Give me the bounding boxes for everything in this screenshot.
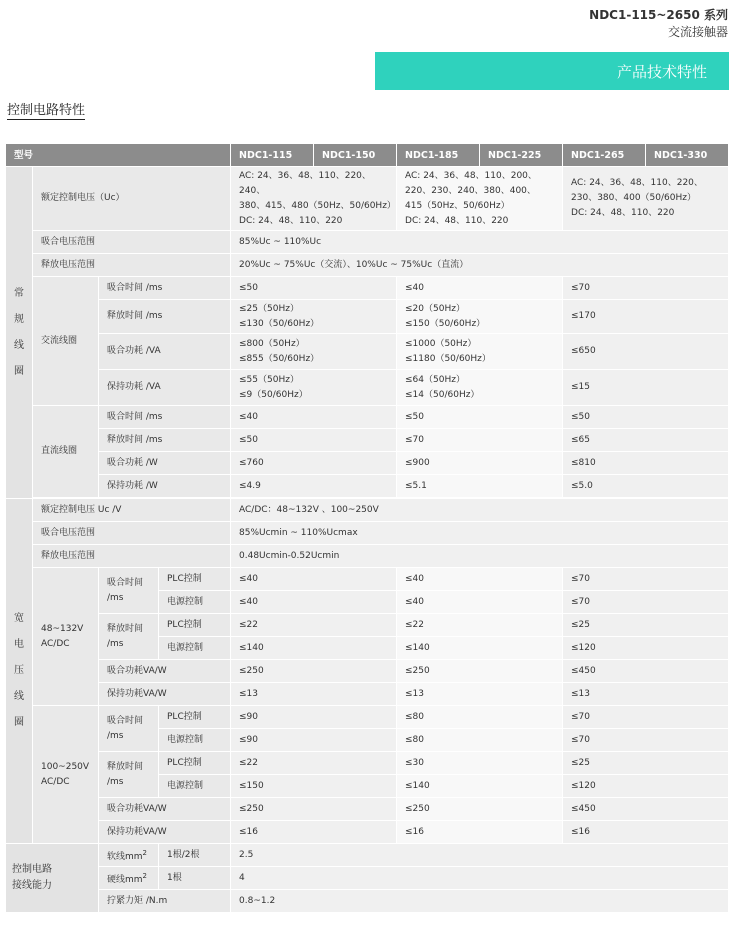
row-sublabel: PLC控制 xyxy=(159,614,231,637)
table-cell: ≤25 xyxy=(563,752,729,775)
row-sublabel: 1根 xyxy=(159,867,231,890)
row-label: 释放电压范围 xyxy=(33,545,231,568)
table-cell: ≤80 xyxy=(397,729,563,752)
table-row xyxy=(6,300,729,334)
row-label: 吸合功耗VA/W xyxy=(99,660,231,683)
model-label: 型号 xyxy=(6,144,231,167)
row-sublabel: 电源控制 xyxy=(159,591,231,614)
table-cell: ≤50 xyxy=(231,277,397,300)
wiring-capacity-label: 控制电路 接线能力 xyxy=(6,844,99,913)
table-cell: ≤250 xyxy=(231,798,397,821)
table-row xyxy=(6,231,729,254)
table-cell: AC: 24、36、48、110、220、240、 380、415、480（50Hz、50/60Hz） DC: 24、48、110、220 xyxy=(231,167,397,231)
table-cell: ≤40 xyxy=(231,568,397,591)
table-cell: ≤450 xyxy=(563,798,729,821)
table-row xyxy=(6,254,729,277)
table-row xyxy=(6,752,729,775)
table-cell: ≤64（50Hz） ≤14（50/60Hz） xyxy=(397,370,563,406)
table-row xyxy=(6,167,729,231)
ac-coil-label: 交流线圈 xyxy=(33,277,99,406)
table-cell: ≤140 xyxy=(231,637,397,660)
row-label: 额定控制电压（Uc） xyxy=(33,167,231,231)
table-row xyxy=(6,522,729,545)
row-label: 吸合时间 /ms xyxy=(99,406,231,429)
table-cell: ≤70 xyxy=(397,429,563,452)
row-label xyxy=(99,867,159,890)
table-cell: ≤250 xyxy=(231,660,397,683)
unit-superscript: 2 xyxy=(142,871,148,880)
table-cell: ≤50 xyxy=(231,429,397,452)
banner-title: 产品技术特性 xyxy=(616,63,707,81)
row-label: 吸合电压范围 xyxy=(33,231,231,254)
row-label: 释放时间 /ms xyxy=(99,614,159,660)
row-sublabel: PLC控制 xyxy=(159,568,231,591)
table-cell: ≤1000（50Hz） ≤1180（50/60Hz） xyxy=(397,334,563,370)
table-row xyxy=(6,545,729,568)
model-header: NDC1-330 xyxy=(646,144,729,167)
table-row xyxy=(6,683,729,706)
table-cell: ≤22 xyxy=(397,614,563,637)
table-row xyxy=(6,890,729,913)
table-cell: ≤170 xyxy=(563,300,729,334)
table-cell: ≤30 xyxy=(397,752,563,775)
table-cell: ≤40 xyxy=(397,591,563,614)
table-cell: ≤15 xyxy=(563,370,729,406)
model-header: NDC1-225 xyxy=(480,144,563,167)
table-row xyxy=(6,867,729,890)
table-cell: ≤650 xyxy=(563,334,729,370)
table-cell: ≤70 xyxy=(563,729,729,752)
table-cell: ≤140 xyxy=(397,775,563,798)
section-title: 控制电路特性 xyxy=(7,99,85,120)
table-cell: 85%Uc ~ 110%Uc xyxy=(231,231,729,254)
table-cell: ≤5.0 xyxy=(563,475,729,498)
table-cell: ≤450 xyxy=(563,660,729,683)
table-row xyxy=(6,614,729,637)
table-cell: 85%Ucmin ~ 110%Ucmax xyxy=(231,522,729,545)
table-row xyxy=(6,334,729,370)
row-label: 保持功耗VA/W xyxy=(99,821,231,844)
table-cell: ≤810 xyxy=(563,452,729,475)
row-label: 吸合功耗VA/W xyxy=(99,798,231,821)
control-circuit-table xyxy=(5,143,729,913)
table-cell: ≤22 xyxy=(231,614,397,637)
row-label: 保持功耗 /VA xyxy=(99,370,231,406)
table-cell: AC: 24、36、48、110、200、 220、230、240、380、400、 415（50Hz、50/60Hz） DC: 24、48、110、220 xyxy=(397,167,563,231)
table-row xyxy=(6,821,729,844)
table-cell: 20%Uc ~ 75%Uc（交流）、10%Uc ~ 75%Uc（直流） xyxy=(231,254,729,277)
row-sublabel: 电源控制 xyxy=(159,775,231,798)
row-label xyxy=(99,844,159,867)
table-cell: ≤13 xyxy=(231,683,397,706)
voltage-group-label: 100~250V AC/DC xyxy=(33,706,99,844)
table-cell: ≤900 xyxy=(397,452,563,475)
table-cell: ≤800（50Hz） ≤855（50/60Hz） xyxy=(231,334,397,370)
voltage-group-label: 48~132V AC/DC xyxy=(33,568,99,706)
table-cell: ≤120 xyxy=(563,775,729,798)
table-cell: ≤13 xyxy=(563,683,729,706)
row-label: 释放电压范围 xyxy=(33,254,231,277)
table-row xyxy=(6,706,729,729)
row-sublabel: PLC控制 xyxy=(159,706,231,729)
table-cell: ≤250 xyxy=(397,660,563,683)
table-cell: ≤90 xyxy=(231,706,397,729)
row-sublabel: PLC控制 xyxy=(159,752,231,775)
table-cell: AC: 24、36、48、110、220、 230、380、400（50/60Hz） DC: 24、48、110、220 xyxy=(563,167,729,231)
row-label: 释放时间 /ms xyxy=(99,429,231,452)
row-label: 释放时间 /ms xyxy=(99,300,231,334)
table-row xyxy=(6,406,729,429)
row-label: 吸合电压范围 xyxy=(33,522,231,545)
table-cell: ≤70 xyxy=(563,277,729,300)
table-cell: ≤150 xyxy=(231,775,397,798)
table-cell: ≤16 xyxy=(563,821,729,844)
row-label: 吸合时间 /ms xyxy=(99,277,231,300)
row-label: 吸合功耗 /W xyxy=(99,452,231,475)
table-cell: ≤80 xyxy=(397,706,563,729)
table-cell: 4 xyxy=(231,867,729,890)
model-header: NDC1-115 xyxy=(231,144,314,167)
table-row xyxy=(6,429,729,452)
soft-wire-label: 软线mm xyxy=(107,851,143,862)
row-label: 额定控制电压 Uc /V xyxy=(33,499,231,522)
model-header: NDC1-185 xyxy=(397,144,480,167)
normal-coil-group: 常 规 线 圈 xyxy=(6,167,33,499)
series-title: NDC1-115~2650 系列 xyxy=(589,8,728,22)
table-cell: ≤140 xyxy=(397,637,563,660)
table-cell: ≤120 xyxy=(563,637,729,660)
table-cell: ≤4.9 xyxy=(231,475,397,498)
product-name: 交流接触器 xyxy=(667,25,728,39)
table-row xyxy=(6,452,729,475)
table-cell: ≤70 xyxy=(563,591,729,614)
wide-coil-group: 宽 电 压 线 圈 xyxy=(6,499,33,844)
table-row xyxy=(6,370,729,406)
row-label: 吸合时间 /ms xyxy=(99,568,159,614)
model-header: NDC1-265 xyxy=(563,144,646,167)
table-cell: ≤50 xyxy=(397,406,563,429)
row-label: 保持功耗VA/W xyxy=(99,683,231,706)
row-label: 释放时间 /ms xyxy=(99,752,159,798)
row-sublabel: 电源控制 xyxy=(159,729,231,752)
table-cell: ≤760 xyxy=(231,452,397,475)
table-row xyxy=(6,475,729,498)
table-cell: ≤50 xyxy=(563,406,729,429)
table-cell: ≤40 xyxy=(231,406,397,429)
table-row xyxy=(6,568,729,591)
table-cell: ≤40 xyxy=(231,591,397,614)
table-cell: ≤16 xyxy=(231,821,397,844)
table-row xyxy=(6,660,729,683)
dc-coil-label: 直流线圈 xyxy=(33,406,99,498)
table-cell: ≤25 xyxy=(563,614,729,637)
table-cell: ≤65 xyxy=(563,429,729,452)
hard-wire-label: 硬线mm xyxy=(107,874,143,885)
table-cell: AC/DC：48~132V 、100~250V xyxy=(231,499,729,522)
table-cell: ≤22 xyxy=(231,752,397,775)
table-cell: 0.8~1.2 xyxy=(231,890,729,913)
table-cell: ≤90 xyxy=(231,729,397,752)
row-sublabel: 1根/2根 xyxy=(159,844,231,867)
table-row xyxy=(6,798,729,821)
table-header-row xyxy=(6,144,729,167)
table-cell: ≤16 xyxy=(397,821,563,844)
table-cell: ≤20（50Hz） ≤150（50/60Hz） xyxy=(397,300,563,334)
table-row xyxy=(6,844,729,867)
table-row xyxy=(6,277,729,300)
row-label: 拧紧力矩 /N.m xyxy=(99,890,231,913)
table-cell: ≤55（50Hz） ≤9（50/60Hz） xyxy=(231,370,397,406)
row-label: 保持功耗 /W xyxy=(99,475,231,498)
table-cell: ≤70 xyxy=(563,568,729,591)
table-cell: 0.48Ucmin-0.52Ucmin xyxy=(231,545,729,568)
row-label: 吸合时间 /ms xyxy=(99,706,159,752)
table-cell: ≤40 xyxy=(397,568,563,591)
table-cell: ≤13 xyxy=(397,683,563,706)
table-cell: 2.5 xyxy=(231,844,729,867)
table-cell: ≤40 xyxy=(397,277,563,300)
table-cell: ≤25（50Hz） ≤130（50/60Hz） xyxy=(231,300,397,334)
unit-superscript: 2 xyxy=(142,848,148,857)
table-cell: ≤5.1 xyxy=(397,475,563,498)
table-row xyxy=(6,499,729,522)
table-cell: ≤250 xyxy=(397,798,563,821)
model-header: NDC1-150 xyxy=(314,144,397,167)
section-banner xyxy=(375,52,729,90)
row-sublabel: 电源控制 xyxy=(159,637,231,660)
table-cell: ≤70 xyxy=(563,706,729,729)
row-label: 吸合功耗 /VA xyxy=(99,334,231,370)
